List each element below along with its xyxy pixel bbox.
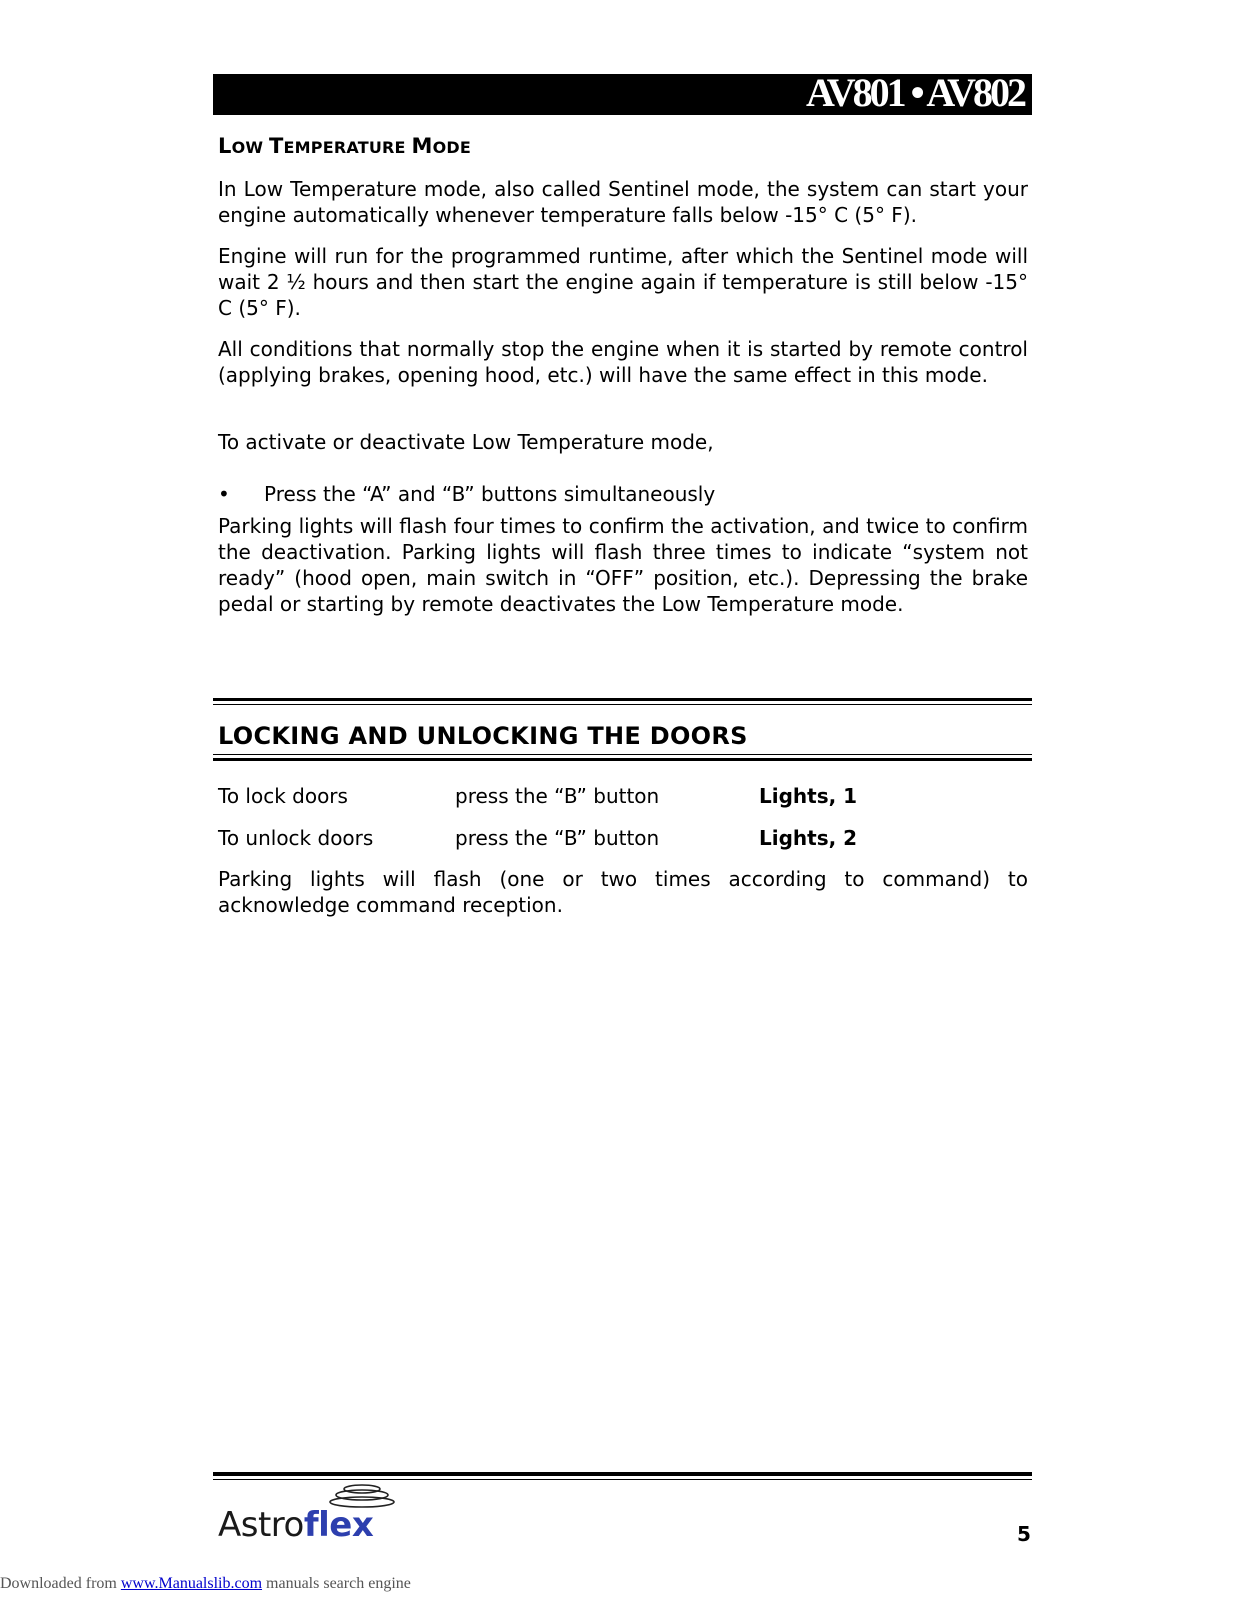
section-title-low-temperature-mode: LOW TEMPERATURE MODE	[218, 134, 471, 158]
command-instruction: press the “B” button	[455, 826, 660, 850]
section-title-locking-doors: LOCKING AND UNLOCKING THE DOORS	[218, 722, 748, 750]
command-result: Lights, 2	[759, 826, 858, 850]
section-divider-top	[213, 698, 1032, 701]
section-divider-bottom	[213, 758, 1032, 761]
astroflex-logo	[218, 1483, 408, 1549]
footer-divider-thick	[213, 1472, 1032, 1476]
bullet-text: Press the “A” and “B” buttons simultaneously	[264, 482, 716, 506]
paragraph-acknowledge: Parking lights will flash (one or two times according to command) to acknowledge command reception.	[218, 867, 1028, 917]
paragraph-runtime: Engine will run for the programmed runtime, after which the Sentinel mode will wait 2 ½ hours and then start the engine again if temperature is still below -15° C (5° F).	[218, 244, 1028, 320]
command-row-unlock	[218, 825, 1028, 851]
command-action: To unlock doors	[218, 826, 374, 850]
paragraph-conditions: All conditions that normally stop the engine when it is started by remote control (applying brakes, opening hood, etc.) will have the same effect in this mode.	[218, 337, 1028, 387]
logo-wordmark: Astroflex	[218, 1505, 374, 1545]
paragraph-parking-lights: Parking lights will flash four times to confirm the activation, and twice to confirm the deactivation. Parking lights will flash three times to indicate “system not ready” (hood open, main switch in “OFF” position, etc.). Depressing the brake pedal or starting by remote deactivates the Low Temperature mode.	[218, 514, 1028, 616]
section-divider-bottom-thin	[213, 754, 1032, 755]
model-title: AV801 • AV802	[805, 70, 1024, 115]
bullet-icon: •	[218, 482, 230, 506]
header-bar	[213, 70, 1032, 115]
command-instruction: press the “B” button	[455, 784, 660, 808]
section-divider-top-thin	[213, 704, 1032, 705]
paragraph-sentinel-intro: In Low Temperature mode, also called Sentinel mode, the system can start your engine automatically whenever temperature falls below -15° C (5° F).	[218, 177, 1028, 227]
command-action: To lock doors	[218, 784, 348, 808]
paragraph-activate-intro: To activate or deactivate Low Temperature mode,	[218, 430, 714, 454]
command-row-lock	[218, 783, 1028, 809]
download-notice: Downloaded from www.Manualslib.com manuals search engine	[0, 1575, 411, 1592]
command-result: Lights, 1	[759, 784, 858, 808]
manualslib-link[interactable]: www.Manualslib.com	[120, 1575, 263, 1592]
footer-divider-thin	[213, 1479, 1032, 1480]
page-number: 5	[1017, 1522, 1031, 1546]
